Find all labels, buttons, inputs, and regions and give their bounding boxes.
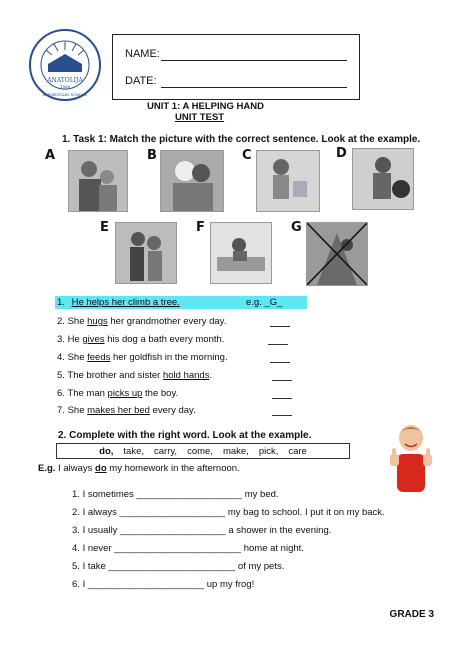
word-0: do, [99,445,114,457]
letter-f: F [196,220,205,235]
answer-blank-7[interactable] [272,415,292,416]
picture-g [306,222,368,286]
letter-e: E [100,220,109,235]
fill-blank-2[interactable]: ____________________ [119,507,226,518]
fill-item-6: 6. I ______________________ up my frog! [72,579,255,590]
picture-e [115,222,177,284]
fill-blank-6[interactable]: ______________________ [87,579,205,590]
example-answer: e.g. _G_ [246,297,283,308]
answer-blank-6[interactable] [272,398,292,399]
unit-subtitle: UNIT TEST [175,112,225,123]
fill-blank-4[interactable]: ________________________ [114,543,242,554]
letter-b: B [147,148,157,163]
picture-f [210,222,272,284]
sentence-5: 5. The brother and sister hold hands. [57,370,213,381]
picture-a [68,150,128,212]
letter-c: C [242,148,252,163]
school-subtitle: ELEMENTARY SCHOOL [42,93,88,97]
unit-title: UNIT 1: A HELPING HAND [147,101,264,112]
date-field[interactable] [161,87,347,88]
letter-g: G [291,220,302,235]
name-field[interactable] [161,60,347,61]
answer-blank-5[interactable] [272,380,292,381]
letter-a: A [45,148,56,163]
sentence-1: 1. He helps her climb a tree. [57,297,180,308]
word-3: come, [187,445,213,457]
picture-c [256,150,320,212]
fill-item-5: 5. I take ________________________ of my pets. [72,561,285,572]
fill-blank-3[interactable]: ____________________ [120,525,226,536]
fill-item-2: 2. I always ____________________ my bag to school. I put it on my back. [72,507,385,518]
word-1: take, [123,445,145,457]
letter-d: D [336,146,347,161]
sentence-6: 6. The man picks up the boy. [57,388,179,399]
fill-item-4: 4. I never ________________________ home at night. [72,543,304,554]
word-6: care [288,445,307,457]
word-2: carry, [154,445,178,457]
name-label: NAME: [125,48,160,60]
word-4: make, [222,445,249,457]
sentence-4: 4. She feeds her goldfish in the morning. [57,352,228,363]
sentence-3: 3. He gives his dog a bath every month. [57,334,225,345]
sentence-1-text: He helps her climb a tree. [71,297,180,308]
fill-blank-1[interactable]: ____________________ [136,489,243,500]
school-year: 1886 [59,84,71,89]
task1-title: 1. Task 1: Match the picture with the correct sentence. Look at the example. [62,134,421,145]
boy-thumbs-up-image [388,420,434,492]
answer-blank-3[interactable] [268,344,288,345]
word-5: pick, [258,445,279,457]
example-sentence: E.g. I always do my homework in the afternoon. [38,463,240,474]
sentence-7: 7. She makes her bed every day. [57,405,196,416]
school-name: ANATOLIJA [47,77,83,84]
answer-blank-2[interactable] [270,326,290,327]
sentence-2: 2. She hugs her grandmother every day. [57,316,227,327]
task2-title: 2. Complete with the right word. Look at the example. [58,430,312,441]
school-logo [28,28,102,102]
fill-item-1: 1. I sometimes ____________________ my bed. [72,489,279,500]
picture-d [352,148,414,210]
fill-item-3: 3. I usually ____________________ a shower in the evening. [72,525,332,536]
date-label: DATE: [125,75,157,87]
answer-blank-4[interactable] [270,362,290,363]
word-bank [56,443,350,459]
fill-blank-5[interactable]: ________________________ [108,561,236,572]
picture-b [160,150,224,212]
name-date-box [112,34,360,100]
grade-label: GRADE 3 [389,609,434,620]
